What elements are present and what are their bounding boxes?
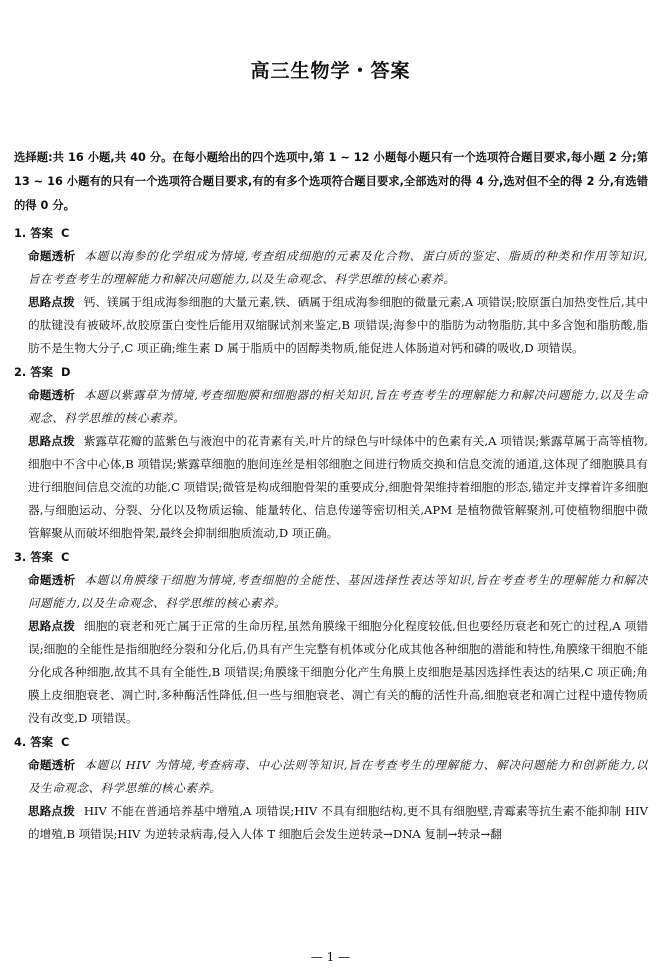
question-block [14,545,648,730]
question-number: 3. [14,550,27,564]
hint-paragraph [14,615,648,730]
analysis-label: 命题透析 [28,573,76,587]
question-header [14,360,648,384]
question-block [14,730,648,846]
page-number: — 1 — [310,950,351,964]
analysis-label: 命题透析 [28,758,76,772]
answer-label: 答案 [30,550,54,564]
hint-text: 细胞的衰老和死亡属于正常的生命历程,虽然角膜缘干细胞分化程度较低,但也要经历衰老和死亡的过程,A 项错误;细胞的全能性是指细胞经分裂和分化后,仍具有产生完整有机体或分化成其他各种细胞的潜能和特性,角膜缘干细胞不能分化成各种细胞,故其不具有全能性,B 项错误;角膜缘干细胞分化产生角膜上皮细胞是基因选择性表达的结果,C 项正确;角膜上皮细胞衰老、凋亡时,多种酶活性降低,但一些与细胞衰老、凋亡有关的酶的活性升高,细胞衰老和凋亡过程中遗传物质没有改变,D 项错误。 [28,619,648,725]
answer-label: 答案 [30,226,54,240]
page-title: 高三生物学・答案 [250,60,411,82]
hint-label: 思路点拨 [28,619,76,633]
hint-label: 思路点拨 [28,295,75,309]
analysis-label: 命题透析 [28,388,75,402]
hint-paragraph [14,800,648,846]
analysis-paragraph [14,754,648,800]
answer-label: 答案 [30,735,54,749]
analysis-text: 本题以 HIV 为情境,考查病毒、中心法则等知识,旨在考查考生的理解能力、解决问题能力和创新能力,以及生命观念、科学思维的核心素养。 [28,758,648,795]
analysis-text: 本题以海参的化学组成为情境,考查组成细胞的元素及化合物、蛋白质的鉴定、脂质的种类和作用等知识,旨在考查考生的理解能力和解决问题能力,以及生命观念、科学思维的核心素养。 [28,249,648,286]
hint-paragraph [14,291,648,360]
analysis-label: 命题透析 [28,249,76,263]
analysis-paragraph [14,569,648,615]
question-number: 2. [14,365,27,379]
hint-label: 思路点拨 [28,434,75,448]
answer-value: C [61,550,70,564]
question-block [14,221,648,360]
analysis-text: 本题以紫露草为情境,考查细胞膜和细胞器的相关知识,旨在考查考生的理解能力和解决问题能力,以及生命观念、科学思维的核心素养。 [28,388,648,425]
analysis-paragraph [14,245,648,291]
hint-text: 钙、镁属于组成海参细胞的大量元素,铁、硒属于组成海参细胞的微量元素,A 项错误;胶原蛋白加热变性后,其中的肽键没有被破坏,故胶原蛋白变性后能用双缩脲试剂来鉴定,B 项错误;海参中的脂肪为动物脂肪,其中多含饱和脂肪酸,脂肪不是生物大分子,C 项正确;维生素 D 属于脂质中的固醇类物质,能促进人体肠道对钙和磷的吸收,D 项错误。 [28,295,648,355]
question-header [14,730,648,754]
question-block [14,360,648,545]
hint-label: 思路点拨 [28,804,75,818]
question-number: 4. [14,735,27,749]
hint-paragraph [14,430,648,545]
analysis-text: 本题以角膜缘干细胞为情境,考查细胞的全能性、基因选择性表达等知识,旨在考查考生的理解能力和解决问题能力,以及生命观念、科学思维的核心素养。 [28,573,648,610]
question-header [14,545,648,569]
answer-label: 答案 [30,365,54,379]
answer-content [14,146,648,846]
question-header [14,221,648,245]
intro-instructions: 选择题:共 16 小题,共 40 分。在每小题给出的四个选项中,第 1 ~ 12 小题每小题只有一个选项符合题目要求,每小题 2 分;第 13 ~ 16 小题有的只有一个选项符合题目要求,有的有多个选项符合题目要求,全部选对的得 4 分,选对但不全的得 2 分,有选错的得 0 分。 [14,151,648,212]
analysis-paragraph [14,384,648,430]
hint-text: HIV 不能在普通培养基中增殖,A 项错误;HIV 不具有细胞结构,更不具有细胞壁,青霉素等抗生素不能抑制 HIV 的增殖,B 项错误;HIV 为逆转录病毒,侵入人体 T 细胞后会发生逆转录→DNA 复制→转录→翻 [28,804,648,841]
answer-value: D [61,365,71,379]
answer-value: C [61,226,70,240]
question-number: 1. [14,226,27,240]
hint-text: 紫露草花瓣的蓝紫色与液泡中的花青素有关,叶片的绿色与叶绿体中的色素有关,A 项错误;紫露草属于高等植物,细胞中不含中心体,B 项错误;紫露草细胞的胞间连丝是相邻细胞之间进行物质交换和信息交流的通道,这体现了细胞膜具有进行细胞间信息交流的功能,C 项错误;微管是构成细胞骨架的重要成分,细胞骨架维持着细胞的形态,锚定并支撑着许多细胞器,与细胞运动、分裂、分化以及物质运输、能量转化、信息传递等密切相关,APM 是植物微管解聚剂,可使植物细胞中微管解聚从而破坏细胞骨架,最终会抑制细胞质流动,D 项正确。 [28,434,648,540]
answer-value: C [61,735,70,749]
